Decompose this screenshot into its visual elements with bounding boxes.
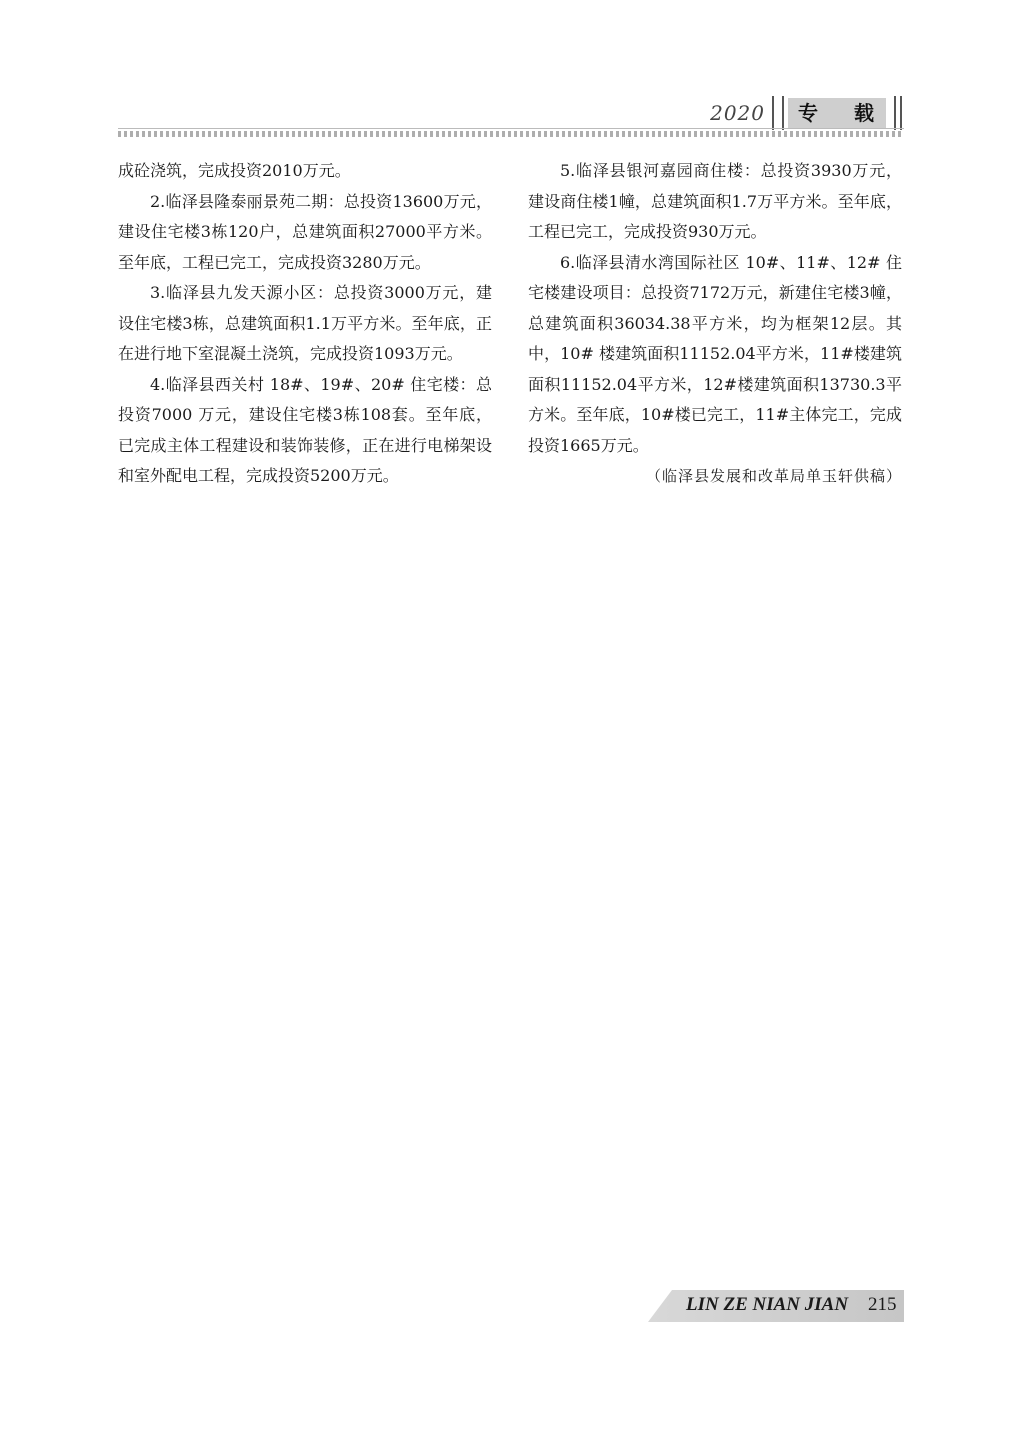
section-tab-right-bars — [894, 96, 902, 130]
paragraph-item-5: 5.临泽县银河嘉园商住楼：总投资3930万元，建设商住楼1幢，总建筑面积1.7万平方米。至年底，工程已完工，完成投资930万元。 — [528, 161, 902, 241]
section-tab — [772, 96, 910, 130]
source-credit: （临泽县发展和改革局单玉轩供稿） — [645, 467, 902, 485]
year-mark: 2020 — [710, 101, 765, 125]
paragraph-item-6: 6.临泽县清水湾国际社区 10#、11#、12# 住宅楼建设项目：总投资7172万元，新建住宅楼3幢，总建筑面积36034.38平方米，均为框架12层。其中，10# 楼建筑面积11152.04平方米，11#楼建筑面积11152.04平方米，12#楼建筑面积13730.3平方米。至年底，10#楼已完工，11#主体完工，完成投资1665万元。 — [528, 252, 902, 455]
page-header — [0, 0, 1020, 140]
header-rule-line — [118, 128, 904, 129]
left-column — [118, 156, 492, 492]
paragraph-item-3: 3.临泽县九发天源小区：总投资3000万元，建设住宅楼3栋，总建筑面积1.1万平方米。至年底，正在进行地下室混凝土浇筑，完成投资1093万元。 — [118, 283, 492, 363]
header-decorative-rule — [118, 131, 904, 137]
right-column — [528, 156, 902, 492]
paragraph-item-2: 2.临泽县隆泰丽景苑二期：总投资13600万元，建设住宅楼3栋120户，总建筑面积27000平方米。至年底，工程已完工，完成投资3280万元。 — [118, 191, 492, 272]
section-label: 专载 — [788, 98, 886, 128]
footer-title: LIN ZE NIAN JIAN — [686, 1294, 849, 1315]
section-tab-left-bars — [772, 96, 784, 130]
page-footer — [648, 1290, 904, 1322]
paragraph-item-4: 4.临泽县西关村 18#、19#、20# 住宅楼：总投资7000 万元，建设住宅楼3栋108套。至年底，已完成主体工程建设和装饰装修，正在进行电梯架设和室外配电工程，完成投资5200万元。 — [118, 374, 492, 485]
page-number: 215 — [868, 1294, 897, 1315]
paragraph-continued: 成砼浇筑，完成投资2010万元。 — [118, 161, 351, 180]
